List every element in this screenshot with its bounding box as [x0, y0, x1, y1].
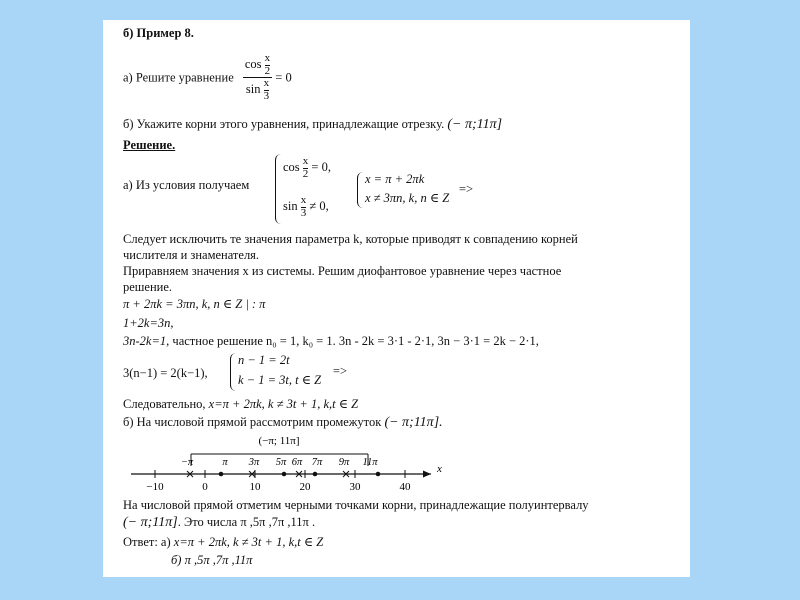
num-arg-n: x — [264, 52, 271, 64]
row1-n: x — [302, 155, 309, 167]
tick-label-minus10: −10 — [146, 481, 164, 493]
equation-4-row1: n − 1 = 2t — [238, 353, 290, 367]
equation-4-lhs: 3(n−1) = 2(k−1), — [123, 366, 208, 380]
para3-interval: (− π;11π] — [123, 515, 178, 530]
tick-label-10: 10 — [249, 481, 261, 493]
equation-1: π + 2πk = 3πn, k, n ∈ Z | : π — [123, 297, 266, 311]
tick-label-20: 20 — [299, 481, 311, 493]
row1-fn: cos — [283, 159, 300, 174]
equation-3-a: 3n-2k=1 — [123, 334, 167, 348]
example-heading: б) Пример 8. — [123, 26, 194, 40]
row2-fn: sin — [283, 198, 298, 213]
num-arg-d: 2 — [264, 64, 271, 77]
pi-mark-pi: π — [222, 457, 228, 468]
root-dot-11pi — [376, 472, 381, 477]
pi-mark-9pi: 9π — [338, 457, 350, 468]
system-brace — [275, 154, 282, 224]
numline-interval-label: (−π; 11π] — [258, 435, 300, 447]
task-b — [123, 117, 502, 133]
cond-row1 — [283, 156, 331, 180]
solution-title: Решение. — [123, 138, 176, 152]
pi-mark-7pi: 7π — [311, 457, 323, 468]
numline-intro-text: б) На числовой прямой рассмотрим промежуток — [123, 415, 382, 429]
tick-label-0: 0 — [202, 481, 208, 493]
equation-4-arrow: => — [333, 364, 348, 378]
para2-line2: решение. — [123, 280, 173, 294]
pi-mark-6pi: 6π — [291, 457, 303, 468]
equation-3 — [123, 334, 539, 348]
task-a-prefix: а) Решите уравнение — [123, 70, 234, 85]
equation-4-row2: k − 1 = 3t, t ∈ Z — [238, 373, 322, 387]
task-a-fraction — [243, 53, 272, 102]
axis-arrow — [423, 471, 431, 478]
answer-label: Ответ: а) — [123, 535, 174, 549]
conclusion-lead: Следовательно, — [123, 397, 209, 411]
task-b-interval: (− π;11π] — [447, 117, 503, 132]
answer-a — [123, 535, 323, 549]
number-line — [131, 432, 451, 494]
num-fn: cos — [244, 56, 262, 71]
root-dot-5pi — [282, 472, 287, 477]
para3-line2 — [123, 515, 315, 531]
para1-line1: Следует исключить те значения параметра k, которые приводят к совпадению корней — [123, 232, 578, 246]
tick-label-40: 40 — [399, 481, 411, 493]
row2-tail: ≠ 0, — [309, 198, 329, 213]
row2-d: 3 — [300, 206, 307, 219]
cond-row2 — [283, 195, 329, 219]
numline-intro-interval: (− π;11π]. — [384, 415, 443, 430]
answer-a-formula: x=π + 2πk, k ≠ 3t + 1, k,t ∈ Z — [173, 535, 324, 549]
row1-d: 2 — [302, 167, 309, 180]
pi-mark-5pi: 5π — [275, 457, 287, 468]
conclusion — [123, 397, 358, 411]
answer-b: б) π ,5π ,7π ,11π — [171, 553, 253, 567]
cond-prefix: а) Из условия получаем — [123, 178, 250, 192]
task-a-rhs: = 0 — [275, 70, 292, 85]
row1-tail: = 0, — [311, 159, 331, 174]
row2-n: x — [300, 194, 307, 206]
cond-arrow: => — [459, 182, 474, 196]
axis-var: x — [437, 463, 442, 475]
den-arg-d: 3 — [263, 89, 270, 102]
para3-line1: На числовой прямой отметим черными точками корни, принадлежащие полуинтервалу — [123, 498, 589, 512]
para2-line1: Приравняем значения x из системы. Решим диофантовое уравнение через частное — [123, 264, 562, 278]
task-a — [123, 53, 292, 109]
para3-numbers: . Это числа π ,5π ,7π ,11π . — [177, 515, 316, 529]
document-page — [103, 20, 690, 577]
root-dot-7pi — [313, 472, 318, 477]
den-arg-n: x — [263, 77, 270, 90]
para1-line2: числителя и знаменателя. — [123, 248, 260, 262]
den-fn: sin — [245, 82, 261, 97]
numline-intro — [123, 415, 443, 431]
root-dot-pi — [219, 472, 224, 477]
tick-label-30: 30 — [349, 481, 361, 493]
cond-res1: x = π + 2πk — [365, 172, 425, 186]
pi-mark-minus-pi: −π — [180, 457, 194, 468]
conclusion-formula: x=π + 2πk, k ≠ 3t + 1, k,t ∈ Z — [208, 397, 359, 411]
eq4-brace — [230, 353, 236, 391]
task-b-text: б) Укажите корни этого уравнения, принадлежащие отрезку. — [123, 117, 445, 131]
equation-2: 1+2k=3n, — [123, 316, 174, 330]
result-brace — [357, 172, 363, 208]
equation-3-b: , частное решение n₀ = 1, k₀ = 1. 3n - 2k = 3·1 - 2·1, 3n − 3·1 = 2k − 2·1, — [166, 334, 539, 348]
pi-mark-3pi: 3π — [248, 457, 260, 468]
pi-mark-11pi: 11π — [362, 457, 378, 468]
cond-res2: x ≠ 3πn, k, n ∈ Z — [365, 191, 450, 205]
